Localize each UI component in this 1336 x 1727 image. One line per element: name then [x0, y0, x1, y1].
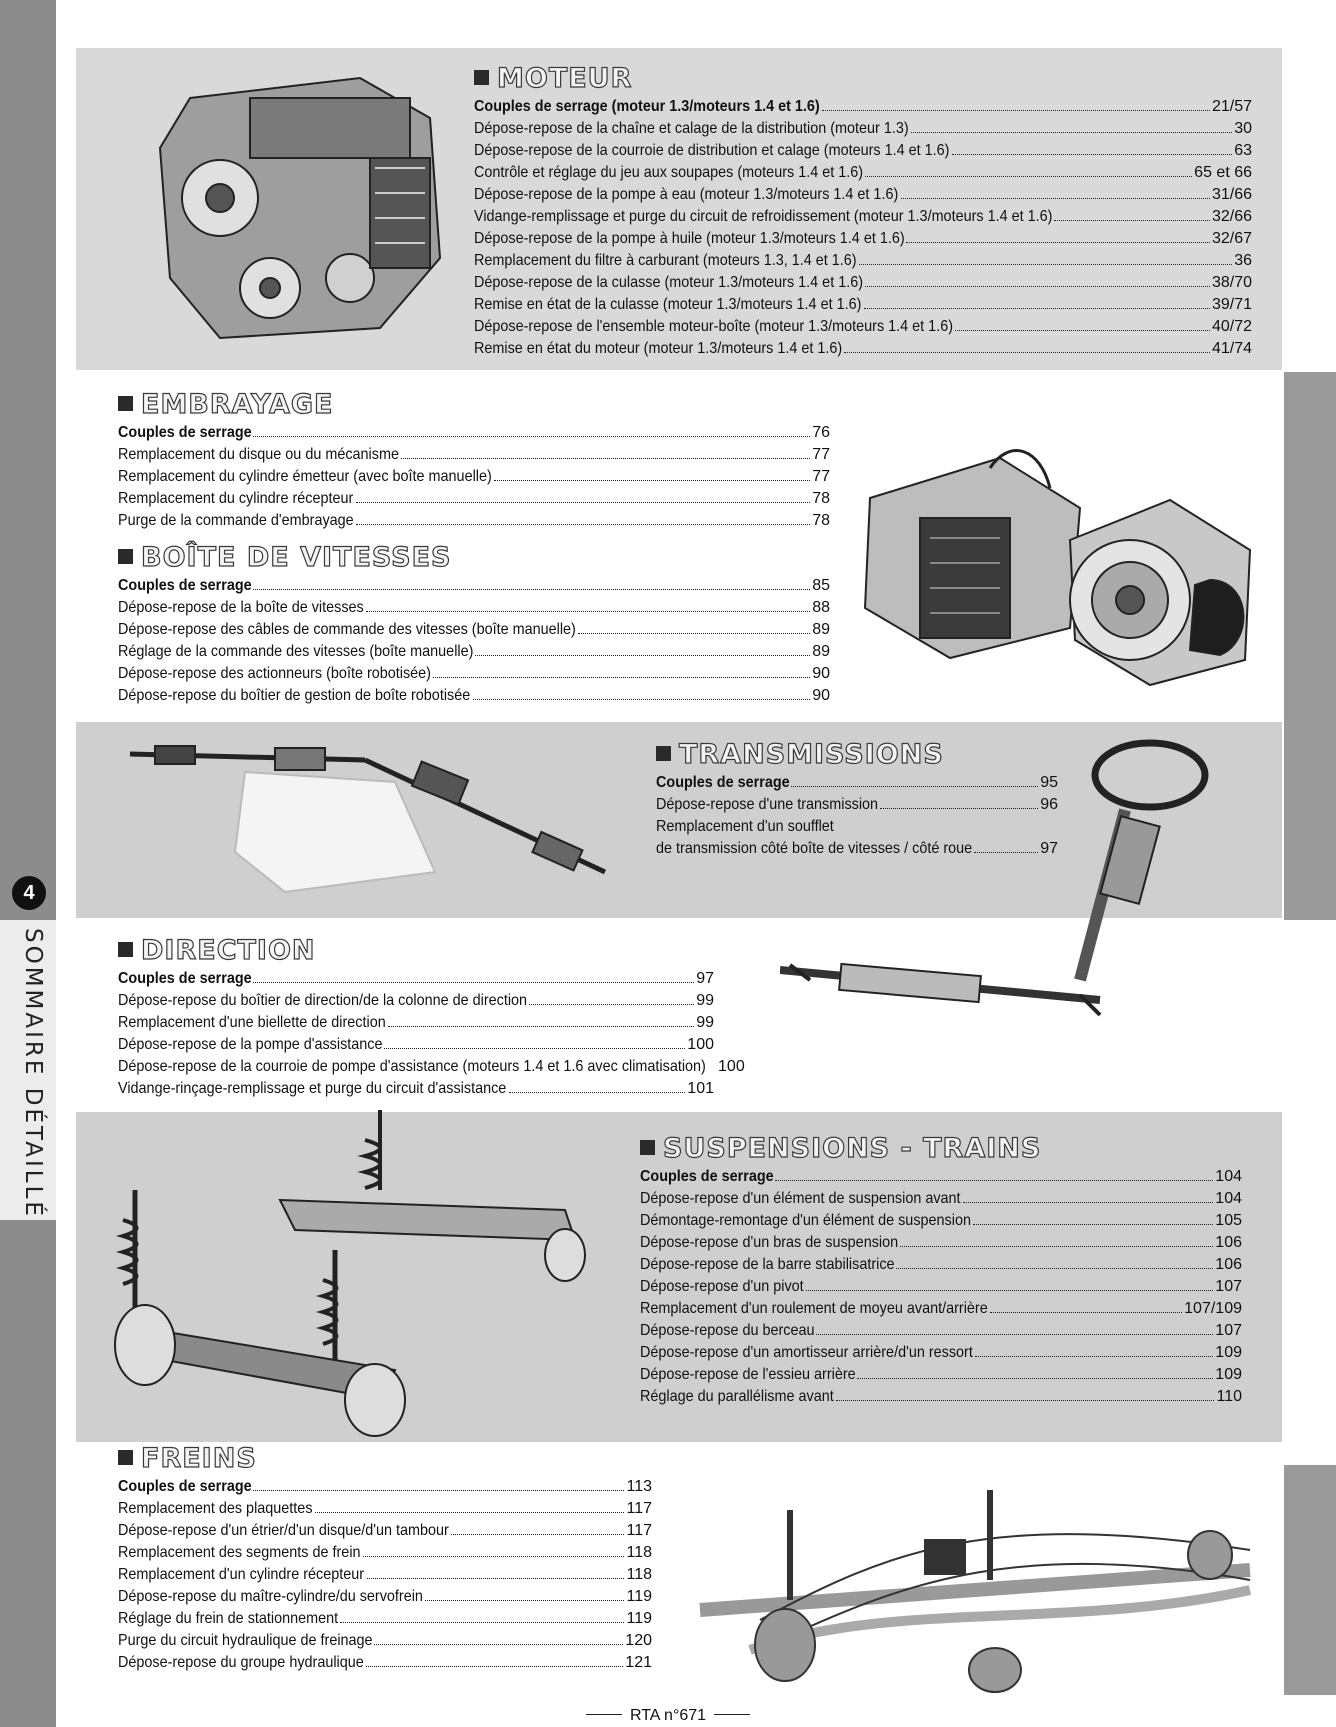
toc-entry — [118, 1586, 652, 1608]
toc-entry-page: 118 — [626, 1566, 652, 1583]
toc-leader-dots — [955, 330, 1210, 331]
toc-leader-dots — [975, 1356, 1214, 1357]
toc-entry-label: de transmission côté boîte de vitesses / côté roue — [656, 840, 973, 857]
toc-entry-label: Réglage du parallélisme avant — [640, 1388, 834, 1405]
toc-entry-label: Dépose-repose d'un pivot — [640, 1278, 804, 1295]
toc-entry — [640, 1166, 1242, 1188]
toc-leader-dots — [973, 1224, 1214, 1225]
toc-entry-label: Dépose-repose de la culasse (moteur 1.3/moteurs 1.4 et 1.6) — [474, 274, 864, 291]
toc-entry-page: 117 — [626, 1500, 652, 1517]
toc-list — [118, 422, 830, 532]
toc-entry-label: Contrôle et réglage du jeu aux soupapes (moteurs 1.4 et 1.6) — [474, 164, 864, 181]
toc-entry — [118, 685, 830, 707]
toc-leader-dots — [775, 1180, 1213, 1181]
section-title-text: FREINS — [141, 1443, 257, 1474]
toc-entry-page: 88 — [812, 599, 830, 616]
toc-entry-page: 85 — [812, 577, 830, 594]
toc-entry-label: Réglage de la commande des vitesses (boîte manuelle) — [118, 643, 474, 660]
toc-leader-dots — [366, 1666, 623, 1667]
toc-leader-dots — [367, 1578, 625, 1579]
toc-entry-label: Dépose-repose du boîtier de direction/de la colonne de direction — [118, 992, 528, 1009]
toc-entry-page: 106 — [1215, 1234, 1242, 1251]
toc-entry — [640, 1386, 1242, 1408]
toc-leader-dots — [253, 436, 810, 437]
toc-entry-page: 32/67 — [1211, 230, 1252, 247]
section-direction — [118, 935, 745, 1100]
driveshaft-illustration — [125, 732, 625, 902]
section-title — [118, 936, 714, 966]
toc-entry-label: Couples de serrage — [118, 1478, 252, 1495]
clutch-illustration — [1060, 490, 1260, 690]
toc-entry-label: Purge du circuit hydraulique de freinage — [118, 1632, 373, 1649]
toc-entry — [118, 641, 830, 663]
toc-leader-dots — [401, 458, 810, 459]
section-title-text: BOÎTE DE VITESSES — [141, 542, 452, 573]
toc-leader-dots — [374, 1644, 623, 1645]
toc-entry-page: 65 et 66 — [1194, 164, 1252, 181]
side-title-text: SOMMAIRE DÉTAILLÉ — [20, 928, 46, 1219]
toc-leader-dots — [865, 176, 1192, 177]
toc-entry-label: Couples de serrage — [118, 577, 252, 594]
toc-entry — [118, 1056, 745, 1078]
footer-text: RTA n°671 — [629, 1707, 707, 1724]
toc-entry-page: 97 — [1040, 840, 1058, 857]
toc-list — [474, 96, 1252, 360]
toc-entry-label: Réglage du frein de stationnement — [118, 1610, 339, 1627]
toc-entry — [474, 162, 1252, 184]
square-bullet-icon — [118, 396, 133, 411]
toc-entry-page: 63 — [1234, 142, 1252, 159]
toc-leader-dots — [952, 154, 1232, 155]
toc-leader-dots — [806, 1290, 1214, 1291]
toc-entry — [640, 1254, 1242, 1276]
toc-entry-page: 90 — [812, 665, 830, 682]
section-title-text: TRANSMISSIONS — [679, 739, 944, 770]
toc-entry-label: Remplacement d'un roulement de moyeu avant/arrière — [640, 1300, 988, 1317]
toc-entry-label: Dépose-repose d'une transmission — [656, 796, 879, 813]
toc-leader-dots — [363, 1556, 624, 1557]
toc-entry — [118, 1608, 652, 1630]
toc-entry — [118, 488, 830, 510]
toc-entry-page: 100 — [687, 1036, 714, 1053]
toc-leader-dots — [356, 502, 810, 503]
toc-entry-page: 121 — [625, 1654, 652, 1671]
toc-entry-label: Dépose-repose du berceau — [640, 1322, 815, 1339]
toc-leader-dots — [425, 1600, 625, 1601]
section-moteur — [474, 64, 1252, 360]
toc-entry — [118, 1078, 714, 1100]
toc-entry — [640, 1210, 1242, 1232]
toc-entry-page: 100 — [718, 1058, 745, 1075]
toc-entry-label: Dépose-repose de la pompe à eau (moteur 1.3/moteurs 1.4 et 1.6) — [474, 186, 899, 203]
toc-entry — [118, 1564, 652, 1586]
toc-leader-dots — [865, 286, 1210, 287]
toc-entry-page: 89 — [812, 643, 830, 660]
toc-leader-dots — [791, 786, 1038, 787]
toc-leader-dots — [356, 524, 811, 525]
side-title — [18, 928, 46, 1219]
toc-entry-label: Remplacement du cylindre récepteur — [118, 490, 354, 507]
toc-entry-page: 104 — [1215, 1190, 1242, 1207]
toc-entry — [656, 772, 1058, 794]
toc-leader-dots — [253, 1490, 624, 1491]
toc-entry-label: Remplacement du cylindre émetteur (avec boîte manuelle) — [118, 468, 492, 485]
toc-entry-page: 119 — [626, 1588, 652, 1605]
toc-entry — [118, 466, 830, 488]
toc-leader-dots — [529, 1004, 695, 1005]
toc-leader-dots — [990, 1312, 1182, 1313]
toc-entry-page: 78 — [812, 490, 830, 507]
toc-list — [118, 968, 745, 1100]
toc-entry-page: 99 — [696, 1014, 714, 1031]
toc-leader-dots — [1054, 220, 1210, 221]
toc-entry-label: Couples de serrage — [118, 970, 252, 987]
toc-entry-page: 118 — [626, 1544, 652, 1561]
section-title — [118, 390, 830, 420]
toc-entry-label: Couples de serrage — [640, 1168, 774, 1185]
section-title — [118, 1444, 652, 1474]
toc-entry — [474, 272, 1252, 294]
section-title — [118, 543, 830, 573]
toc-entry-page: 109 — [1215, 1344, 1242, 1361]
toc-entry-label: Couples de serrage (moteur 1.3/moteurs 1.4 et 1.6) — [474, 98, 820, 115]
toc-entry-page: 120 — [625, 1632, 652, 1649]
toc-entry-label: Remise en état de la culasse (moteur 1.3/moteurs 1.4 et 1.6) — [474, 296, 862, 313]
section-title-text: MOTEUR — [497, 63, 633, 94]
toc-entry-page: 32/66 — [1211, 208, 1252, 225]
toc-entry — [656, 794, 1058, 816]
toc-entry-label: Purge de la commande d'embrayage — [118, 512, 354, 529]
toc-entry-label: Dépose-repose des câbles de commande des vitesses (boîte manuelle) — [118, 621, 576, 638]
toc-entry-label: Dépose-repose de la pompe d'assistance — [118, 1036, 383, 1053]
toc-leader-dots — [857, 1378, 1213, 1379]
toc-leader-dots — [836, 1400, 1215, 1401]
square-bullet-icon — [118, 942, 133, 957]
right-edge-strip — [1284, 372, 1336, 920]
toc-entry-label: Remplacement des plaquettes — [118, 1500, 313, 1517]
toc-entry-page: 105 — [1215, 1212, 1242, 1229]
toc-leader-dots — [315, 1512, 625, 1513]
toc-entry-label: Couples de serrage — [656, 774, 790, 791]
toc-entry-label: Dépose-repose de l'ensemble moteur-boîte (moteur 1.3/moteurs 1.4 et 1.6) — [474, 318, 953, 335]
toc-entry — [118, 597, 830, 619]
toc-entry-page: 76 — [812, 424, 830, 441]
toc-entry — [118, 1630, 652, 1652]
toc-entry — [640, 1342, 1242, 1364]
page-footer — [0, 1707, 1336, 1725]
toc-entry-label: Dépose-repose de la barre stabilisatrice — [640, 1256, 895, 1273]
toc-entry — [640, 1298, 1242, 1320]
toc-leader-dots — [822, 110, 1210, 111]
footer-rule — [586, 1714, 622, 1715]
toc-leader-dots — [388, 1026, 694, 1027]
toc-leader-dots — [880, 808, 1038, 809]
toc-entry-label: Remplacement du disque ou du mécanisme — [118, 446, 399, 463]
toc-entry-page: 41/74 — [1211, 340, 1252, 357]
toc-entry — [118, 1476, 652, 1498]
toc-entry — [474, 338, 1252, 360]
toc-entry — [118, 1034, 714, 1056]
toc-entry — [474, 228, 1252, 250]
toc-entry-label: Dépose-repose de l'essieu arrière — [640, 1366, 856, 1383]
toc-leader-dots — [896, 1268, 1213, 1269]
toc-entry-label: Remplacement des segments de frein — [118, 1544, 361, 1561]
square-bullet-icon — [118, 549, 133, 564]
toc-entry — [656, 838, 1058, 860]
toc-entry-label: Remplacement d'un cylindre récepteur — [118, 1566, 365, 1583]
toc-entry — [640, 1232, 1242, 1254]
toc-entry — [640, 1364, 1242, 1386]
toc-entry-label: Dépose-repose d'un amortisseur arrière/d'un ressort — [640, 1344, 973, 1361]
toc-leader-dots — [963, 1202, 1214, 1203]
toc-entry — [118, 1498, 652, 1520]
toc-entry — [474, 118, 1252, 140]
toc-entry-page: 36 — [1234, 252, 1252, 269]
section-boite-de-vitesses — [118, 543, 830, 707]
toc-entry — [640, 1276, 1242, 1298]
toc-entry-label: Remplacement d'un soufflet — [656, 818, 834, 835]
toc-leader-dots — [366, 611, 810, 612]
footer-rule — [714, 1714, 750, 1715]
toc-list — [118, 1476, 652, 1674]
toc-entry-label: Couples de serrage — [118, 424, 252, 441]
toc-entry-label: Dépose-repose du maître-cylindre/du servofrein — [118, 1588, 423, 1605]
toc-leader-dots — [433, 677, 810, 678]
toc-entry — [474, 140, 1252, 162]
toc-entry-page: 38/70 — [1211, 274, 1252, 291]
section-title — [656, 740, 1058, 770]
toc-entry-page: 89 — [812, 621, 830, 638]
toc-list — [118, 575, 830, 707]
toc-entry-label: Dépose-repose de la boîte de vitesses — [118, 599, 364, 616]
toc-entry — [118, 575, 830, 597]
toc-entry-page: 77 — [812, 468, 830, 485]
toc-entry-page: 110 — [1216, 1388, 1242, 1405]
toc-leader-dots — [473, 699, 811, 700]
toc-entry — [118, 968, 714, 990]
toc-entry-page: 30 — [1234, 120, 1252, 137]
toc-entry — [118, 422, 830, 444]
toc-entry-page: 119 — [626, 1610, 652, 1627]
toc-entry — [118, 1520, 652, 1542]
toc-leader-dots — [494, 480, 810, 481]
toc-entry-page: 107 — [1215, 1278, 1242, 1295]
toc-entry-page: 97 — [696, 970, 714, 987]
toc-list — [640, 1166, 1242, 1408]
toc-entry-page: 31/66 — [1211, 186, 1252, 203]
toc-entry — [118, 1542, 652, 1564]
toc-entry-page: 99 — [696, 992, 714, 1009]
toc-leader-dots — [384, 1048, 685, 1049]
toc-entry-label: Dépose-repose d'un étrier/d'un disque/d'un tambour — [118, 1522, 449, 1539]
toc-entry-page: 117 — [626, 1522, 652, 1539]
toc-entry-page: 40/72 — [1211, 318, 1252, 335]
toc-entry-page: 21/57 — [1211, 98, 1252, 115]
toc-entry-page: 39/71 — [1211, 296, 1252, 313]
toc-leader-dots — [451, 1534, 625, 1535]
toc-entry — [118, 1652, 652, 1674]
toc-entry-page: 101 — [687, 1080, 714, 1097]
toc-entry — [118, 444, 830, 466]
toc-entry-label: Dépose-repose de la courroie de distribution et calage (moteurs 1.4 et 1.6) — [474, 142, 950, 159]
toc-leader-dots — [864, 308, 1210, 309]
square-bullet-icon — [474, 70, 489, 85]
toc-entry — [118, 990, 714, 1012]
toc-entry-label: Remise en état du moteur (moteur 1.3/moteurs 1.4 et 1.6) — [474, 340, 843, 357]
toc-leader-dots — [253, 982, 694, 983]
toc-leader-dots — [509, 1092, 686, 1093]
toc-entry-page: 104 — [1215, 1168, 1242, 1185]
toc-entry — [118, 510, 830, 532]
toc-entry-label: Dépose-repose de la courroie de pompe d'assistance (moteurs 1.4 et 1.6 avec climatisation) — [118, 1058, 706, 1075]
section-freins — [118, 1444, 652, 1674]
toc-leader-dots — [340, 1622, 625, 1623]
toc-leader-dots — [900, 1246, 1213, 1247]
toc-leader-dots — [253, 589, 810, 590]
section-title-text: DIRECTION — [141, 935, 316, 966]
toc-entry — [118, 663, 830, 685]
toc-list — [656, 772, 1058, 860]
toc-entry — [474, 250, 1252, 272]
right-edge-strip — [1284, 1465, 1336, 1695]
toc-entry — [474, 96, 1252, 118]
engine-illustration — [130, 58, 470, 348]
toc-entry-label: Vidange-remplissage et purge du circuit de refroidissement (moteur 1.3/moteurs 1.4 et 1.6) — [474, 208, 1053, 225]
toc-entry-page: 107 — [1215, 1322, 1242, 1339]
toc-entry-page: 106 — [1215, 1256, 1242, 1273]
toc-leader-dots — [475, 655, 810, 656]
toc-entry — [474, 316, 1252, 338]
toc-leader-dots — [578, 633, 811, 634]
toc-entry-page: 107/109 — [1184, 1300, 1242, 1317]
toc-entry-label: Dépose-repose d'un élément de suspension avant — [640, 1190, 961, 1207]
square-bullet-icon — [118, 1450, 133, 1465]
toc-entry-label: Remplacement d'une biellette de direction — [118, 1014, 386, 1031]
section-suspensions-trains — [640, 1134, 1242, 1408]
toc-entry-page: 96 — [1040, 796, 1058, 813]
toc-leader-dots — [816, 1334, 1213, 1335]
square-bullet-icon — [656, 746, 671, 761]
toc-entry-page: 90 — [812, 687, 830, 704]
toc-entry — [656, 816, 1058, 838]
section-title — [474, 64, 1252, 94]
toc-leader-dots — [974, 852, 1038, 853]
square-bullet-icon — [640, 1140, 655, 1155]
toc-leader-dots — [844, 352, 1210, 353]
toc-entry-label: Dépose-repose d'un bras de suspension — [640, 1234, 899, 1251]
toc-entry-page: 109 — [1215, 1366, 1242, 1383]
toc-entry — [474, 206, 1252, 228]
section-title — [640, 1134, 1242, 1164]
toc-leader-dots — [859, 264, 1233, 265]
toc-entry-page: 78 — [812, 512, 830, 529]
toc-entry-label: Dépose-repose de la chaîne et calage de la distribution (moteur 1.3) — [474, 120, 909, 137]
toc-entry-label: Dépose-repose de la pompe à huile (moteur 1.3/moteurs 1.4 et 1.6) — [474, 230, 905, 247]
toc-leader-dots — [911, 132, 1233, 133]
toc-entry-label: Dépose-repose des actionneurs (boîte robotisée) — [118, 665, 431, 682]
suspension-illustration — [95, 1100, 615, 1440]
section-transmissions — [656, 740, 1058, 860]
toc-entry-label: Démontage-remontage d'un élément de suspension — [640, 1212, 971, 1229]
toc-entry — [118, 619, 830, 641]
toc-entry-label: Dépose-repose du groupe hydraulique — [118, 1654, 364, 1671]
toc-leader-dots — [901, 198, 1210, 199]
page-number-badge: 4 — [12, 876, 46, 910]
toc-entry-page: 95 — [1040, 774, 1058, 791]
section-title-text: EMBRAYAGE — [141, 389, 334, 420]
toc-entry-label: Remplacement du filtre à carburant (moteurs 1.3, 1.4 et 1.6) — [474, 252, 857, 269]
section-title-text: SUSPENSIONS - TRAINS — [663, 1133, 1042, 1164]
brake-system-illustration — [690, 1470, 1290, 1695]
toc-entry-label: Dépose-repose du boîtier de gestion de boîte robotisée — [118, 687, 471, 704]
left-sidebar-strip — [0, 0, 56, 1727]
toc-entry-page: 113 — [626, 1478, 652, 1495]
toc-entry — [474, 294, 1252, 316]
section-embrayage — [118, 390, 830, 532]
toc-entry-label: Vidange-rinçage-remplissage et purge du circuit d'assistance — [118, 1080, 507, 1097]
toc-entry — [118, 1012, 714, 1034]
toc-leader-dots — [906, 242, 1210, 243]
toc-entry — [640, 1320, 1242, 1342]
toc-entry — [640, 1188, 1242, 1210]
toc-entry-page: 77 — [812, 446, 830, 463]
toc-entry — [474, 184, 1252, 206]
